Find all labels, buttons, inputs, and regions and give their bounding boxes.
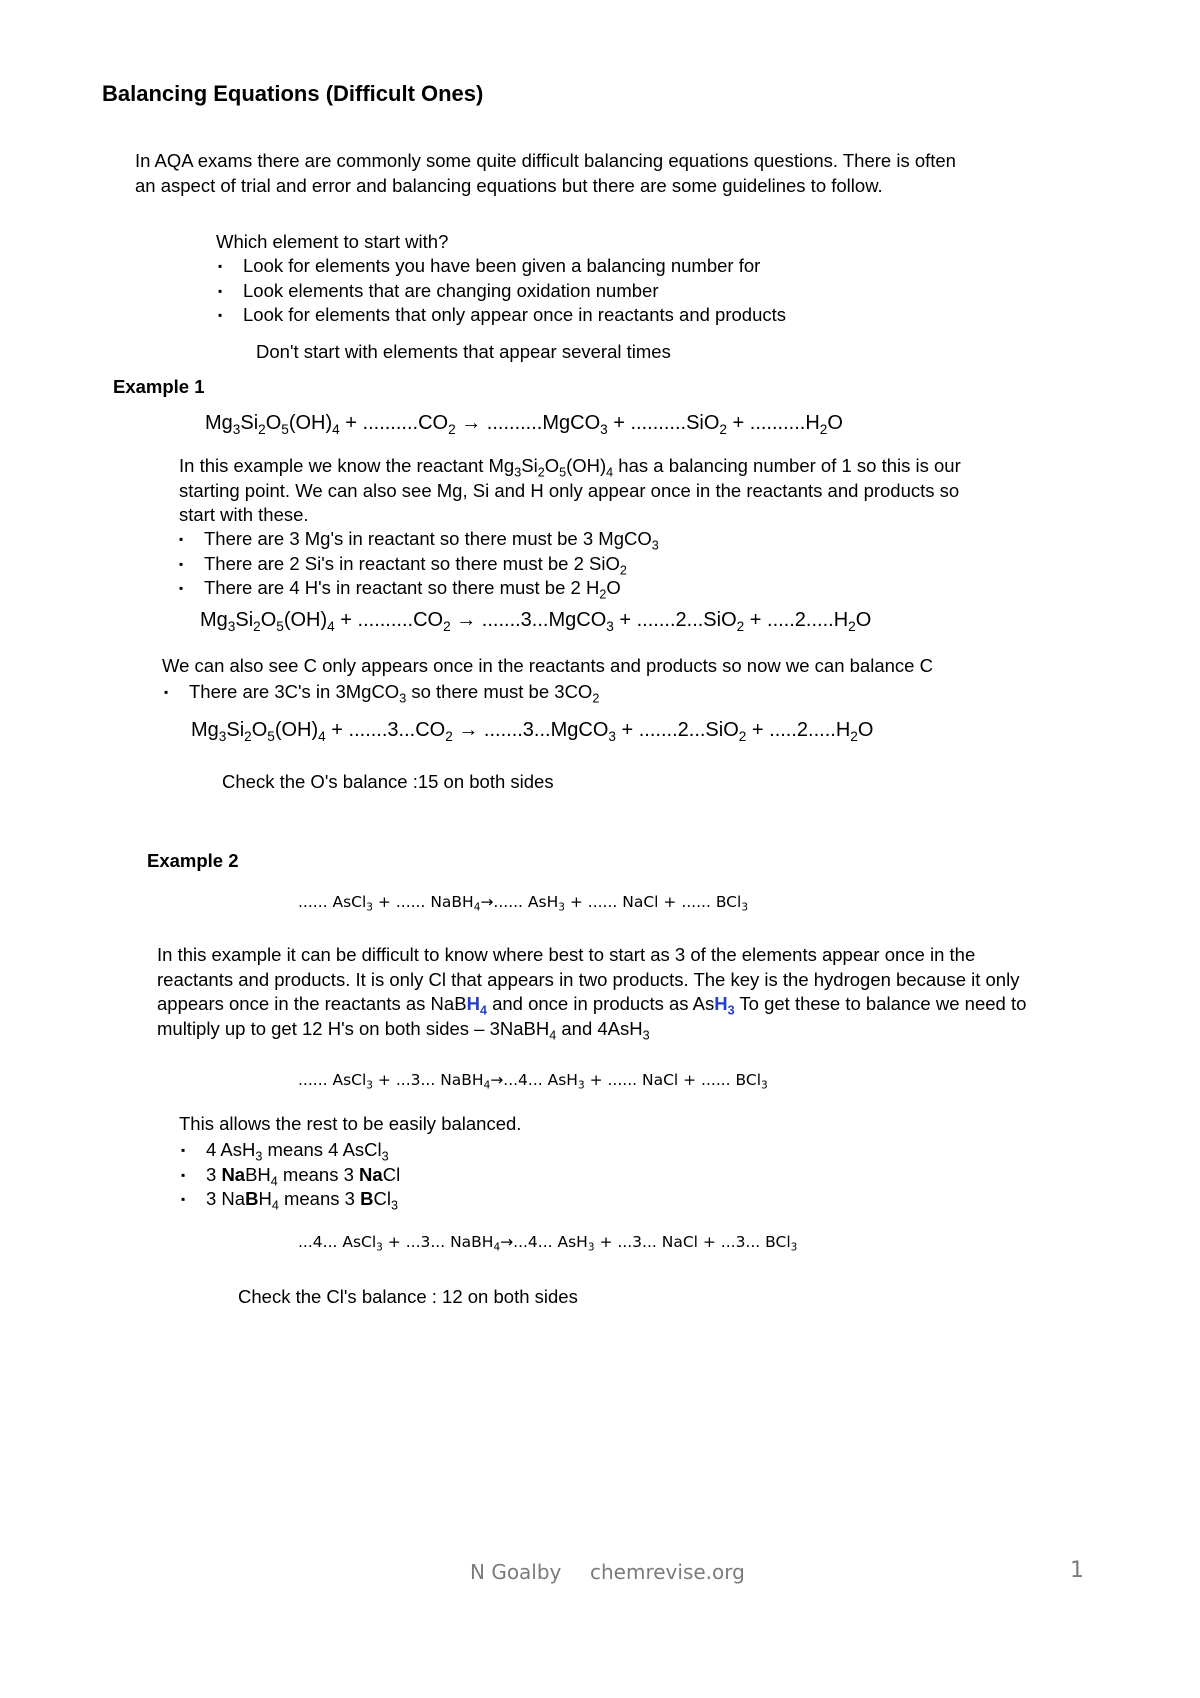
example1-explanation: In this example we know the reactant $Mg_3Si_2O_5(OH)_4$ has a balancing number of 1 so this is our starting point. We can also see Mg, Si and H only appear once in the reactants and products so start with these.: [179, 455, 961, 525]
example2-check: Check the Cl's balance : 12 on both sides: [238, 1286, 578, 1307]
example2-equation-3: ...4... AsCl$_3$ + ...3... NaBH$_4$→...4... AsH$_3$ + ...3... NaCl + ...3... BCl$_3$: [298, 1233, 798, 1254]
footer-site: chemrevise.org: [590, 1560, 745, 1584]
list-item: ▪ 3 NaBH$_4$ means 3 NaCl: [179, 1163, 400, 1188]
example2-explanation: In this example it can be difficult to know where best to start as 3 of the elements appear once in the reactants and products. It is only Cl that appears in two products. The key is the hydrogen because it only appears once in the reactants as NaBH$_4$ and once in products as AsH$_3$ To get these to balance we need to multiply up to get 12 H's on both sides – 3NaBH$_4$ and 4AsH$_3$: [157, 944, 1027, 1042]
example1-carbon-bullets: [162, 680, 599, 705]
list-item: ▪ There are 2 Si's in reactant so there must be 2 SiO$_2$: [177, 552, 659, 577]
list-item: ▪ 4 AsH$_3$ means 4 AsCl$_3$: [179, 1138, 400, 1163]
list-item: ▪ There are 3C's in 3MgCO$_3$ so there must be $3CO_2$: [162, 680, 599, 705]
intro-paragraph: In AQA exams there are commonly some quite difficult balancing equations questions. There is often an aspect of trial and error and balancing equations but there are some guidelines to follow.: [135, 150, 956, 196]
guidelines-list: [216, 254, 786, 328]
list-item: ▪ There are 3 Mg's in reactant so there must be 3 MgCO$_3$: [177, 527, 659, 552]
list-item: ▪ Look elements that are changing oxidation number: [216, 279, 786, 304]
footer-author: N Goalby: [470, 1560, 562, 1584]
example2-heading: Example 2: [147, 850, 239, 871]
which-heading: Which element to start with?: [216, 231, 449, 252]
page-title: Balancing Equations (Difficult Ones): [102, 81, 484, 106]
example2-bullets: [179, 1138, 400, 1212]
list-item: ▪ There are 4 H's in reactant so there must be 2 $H_2O$: [177, 576, 659, 601]
list-item: ▪ 3 NaBH$_4$ means 3 BCl$_3$: [179, 1187, 400, 1212]
example1-carbon-line: We can also see C only appears once in the reactants and products so now we can balance C: [162, 655, 933, 676]
example2-equation-1: ...... AsCl$_3$ + ...... NaBH$_4$→...... AsH$_3$ + ...... NaCl + ...... BCl$_3$: [298, 893, 749, 914]
example2-allows: This allows the rest to be easily balanced.: [179, 1113, 522, 1134]
example1-equation-3: $Mg_3Si_2O_5(OH)_4 + .......3...CO_2$ → .......3...MgCO$_3$ + $.......2...SiO_2 + .....2.....H_2O$: [191, 719, 874, 744]
list-item: ▪ Look for elements that only appear once in reactants and products: [216, 303, 786, 328]
example1-equation-1: $Mg_3Si_2O_5(OH)_4 + ..........CO_2$ → ..........MgCO$_3$ + $..........SiO_2 + ..........H_2O$: [205, 412, 843, 437]
list-item: ▪ Look for elements you have been given a balancing number for: [216, 254, 786, 279]
example1-check: Check the O's balance :15 on both sides: [222, 771, 554, 792]
dont-start-note: Don't start with elements that appear several times: [256, 341, 671, 362]
example1-equation-2: $Mg_3Si_2O_5(OH)_4 + ..........CO_2$ → .......3...MgCO$_3$ + $.......2...SiO_2 + .....2.....H_2O$: [200, 609, 872, 634]
example1-bullets: [177, 527, 659, 601]
page-number: 1: [1070, 1558, 1084, 1583]
example1-heading: Example 1: [113, 376, 205, 397]
example2-equation-2: ...... AsCl$_3$ + ...3... NaBH$_4$→...4... AsH$_3$ + ...... NaCl + ...... BCl$_3$: [298, 1071, 768, 1092]
